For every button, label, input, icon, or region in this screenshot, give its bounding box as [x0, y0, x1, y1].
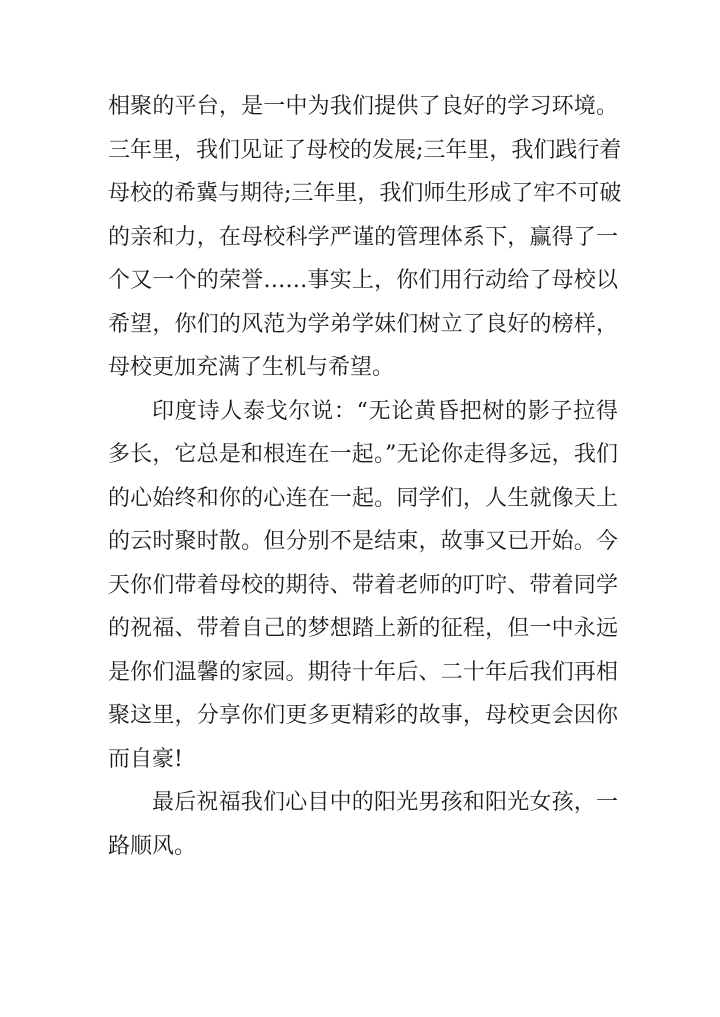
- paragraph-2-line-5: 天你们带着母校的期待、带着老师的叮咛、带着同学: [108, 572, 618, 598]
- paragraph-2-line-2: 多长，它总是和根连在一起。”无论你走得多远，我们: [108, 442, 618, 467]
- paragraph-2-line-7: 是你们温馨的家园。期待十年后、二十年后我们再相: [108, 659, 618, 685]
- paragraph-1-line-5: 个又一个的荣誉……事实上，你们用行动给了母校以: [108, 268, 618, 293]
- paragraph-2-line-9: 而自豪!: [108, 746, 183, 772]
- paragraph-1-line-2: 三年里，我们见证了母校的发展;三年里，我们践行着: [108, 137, 622, 163]
- paragraph-2-line-1: 印度诗人泰戈尔说：“无论黄昏把树的影子拉得: [152, 398, 618, 424]
- paragraph-1-line-6: 希望，你们的风范为学弟学妹们树立了良好的榜样，: [108, 311, 618, 337]
- paragraph-3-line-1: 最后祝福我们心目中的阳光男孩和阳光女孩，一: [152, 790, 618, 815]
- paragraph-2-line-6: 的祝福、带着自己的梦想踏上新的征程，但一中永远: [108, 616, 618, 641]
- paragraph-2-line-4: 的云时聚时散。但分别不是结束，故事又已开始。今: [108, 529, 618, 554]
- paragraph-1-line-3: 母校的希冀与期待;三年里，我们师生形成了牢不可破: [108, 181, 622, 206]
- paragraph-1-line-7: 母校更加充满了生机与希望。: [108, 355, 395, 380]
- paragraph-1-line-1: 相聚的平台，是一中为我们提供了良好的学习环境。: [108, 94, 618, 119]
- paragraph-2-line-8: 聚这里，分享你们更多更精彩的故事，母校更会因你: [108, 703, 618, 728]
- paragraph-1-line-4: 的亲和力，在母校科学严谨的管理体系下，赢得了一: [108, 224, 618, 250]
- paragraph-2-line-3: 的心始终和你的心连在一起。同学们，人生就像天上: [108, 485, 618, 511]
- body-text: [108, 85, 622, 868]
- paragraph-3-line-2: 路顺风。: [108, 833, 197, 859]
